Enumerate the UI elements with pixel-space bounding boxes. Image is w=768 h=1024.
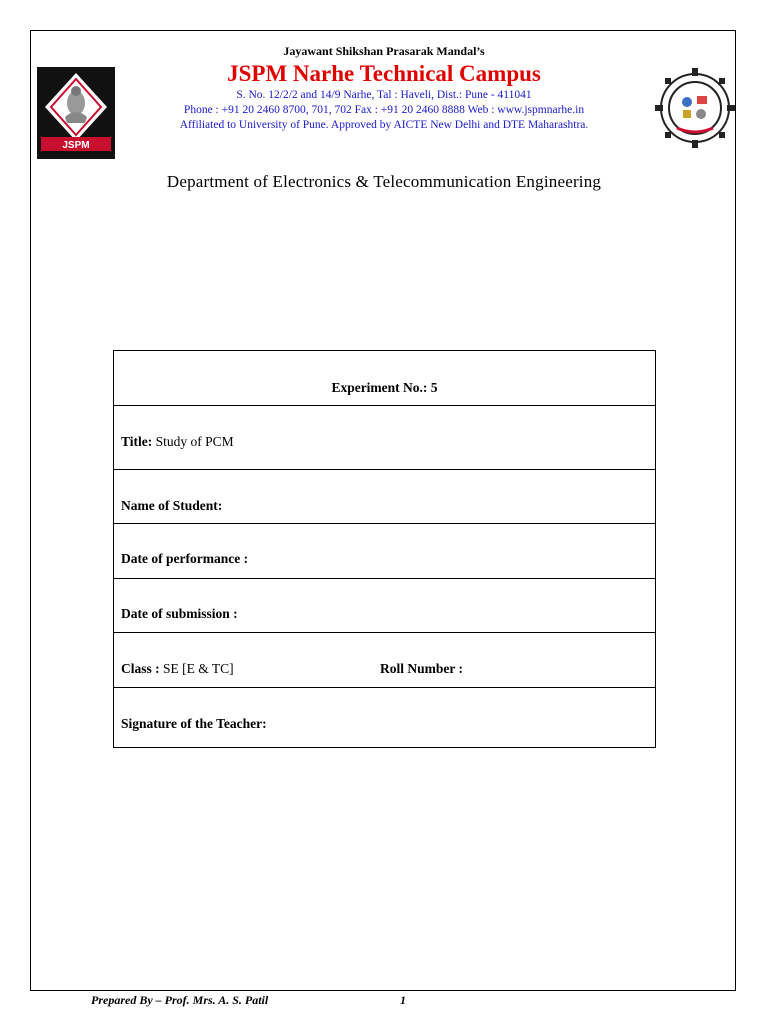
submission-label: Date of submission : [121, 606, 238, 621]
campus-address: S. No. 12/2/2 and 14/9 Narhe, Tal : Haveli, Dist.: Pune - 411041 [236, 89, 532, 101]
logo-left-text: JSPM [62, 140, 90, 151]
submission-row [114, 578, 655, 632]
student-label: Name of Student: [121, 498, 223, 513]
campus-name: JSPM Narhe Technical Campus [227, 61, 541, 86]
experiment-number: Experiment No.: 5 [331, 380, 438, 395]
class-label: Class : [121, 661, 160, 676]
student-row [114, 469, 655, 523]
affiliation-line: Affiliated to University of Pune. Approved by AICTE New Delhi and DTE Maharashtra. [179, 119, 589, 131]
title-text [121, 434, 234, 450]
class-value: SE [E & TC] [163, 661, 234, 676]
performance-row [114, 523, 655, 578]
society-name: Jayawant Shikshan Prasarak Mandal’s [283, 44, 485, 58]
page-number: 1 [400, 993, 406, 1007]
title-value: Study of PCM [155, 434, 234, 449]
performance-label: Date of performance : [121, 551, 249, 566]
roll-number-label: Roll Number : [380, 661, 463, 676]
signature-label: Signature of the Teacher: [121, 716, 267, 731]
class-text [121, 661, 234, 677]
contact-line: Phone : +91 20 2460 8700, 701, 702 Fax : +91 20 2460 8888 Web : www.jspmnarhe.in [183, 104, 585, 116]
title-label: Title: [121, 434, 153, 449]
class-row [114, 632, 655, 687]
department-title: Department of Electronics & Telecommunication Engineering [166, 172, 602, 191]
title-row [114, 405, 655, 469]
signature-row [114, 687, 655, 747]
experiment-row [114, 351, 655, 405]
experiment-form-table [113, 350, 656, 748]
prepared-by: Prepared By – Prof. Mrs. A. S. Patil [91, 993, 269, 1007]
